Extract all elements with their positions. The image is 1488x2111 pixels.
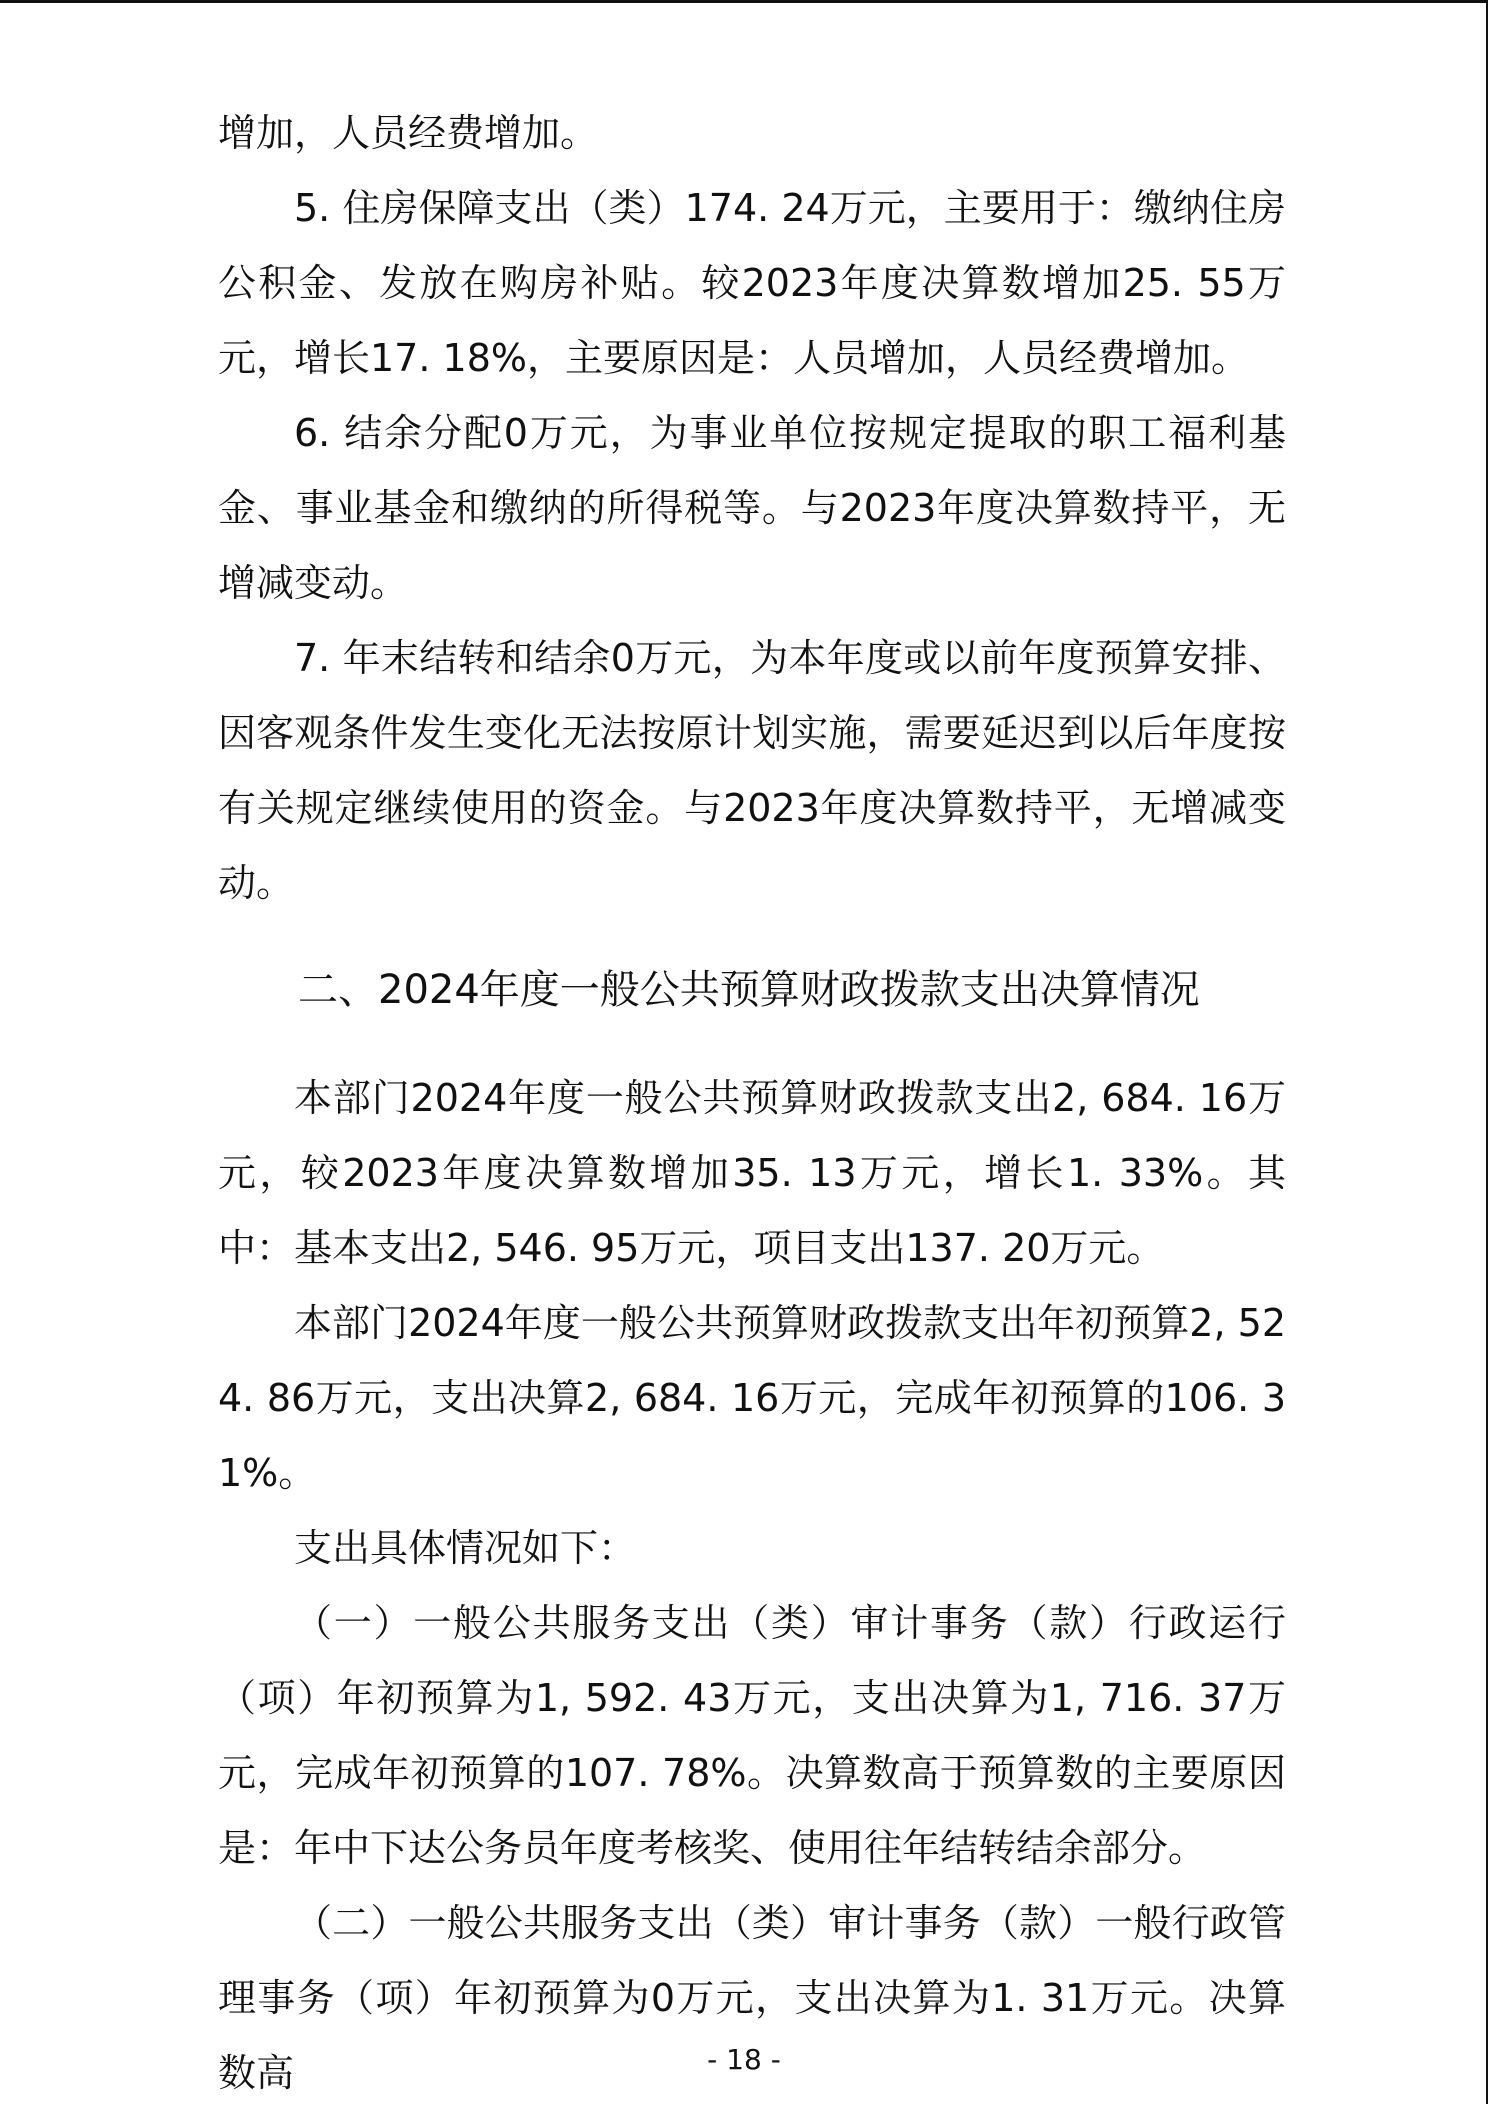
paragraph-continuation: 增加，人员经费增加。: [218, 111, 599, 155]
paragraph-year-end-carryover: 7. 年末结转和结余0万元，为本年度或以前年度预算安排、因客观条件发生变化无法按原计划实施，需要延迟到以后年度按有关规定继续使用的资金。与2023年度决算数持平，无增减变动。: [218, 636, 1286, 905]
paragraph-general-budget-total: 本部门2024年度一般公共预算财政拨款支出2, 684. 16万元，较2023年度决算数增加35. 13万元，增长1. 33%。其中：基本支出2, 546. 95万元，项目支出137. 20万元。: [218, 1076, 1286, 1270]
paragraph-item-1-administrative-operation: （一）一般公共服务支出（类）审计事务（款）行政运行（项）年初预算为1, 592. 43万元，支出决算为1, 716. 37万元，完成年初预算的107. 78%。决算数高于预算数的主要原因是：年中下达公务员年度考核奖、使用往年结转结余部分。: [218, 1601, 1286, 1870]
section-heading: 二、2024年度一般公共预算财政拨款支出决算情况: [298, 967, 1200, 1013]
document-page: [218, 96, 1286, 2111]
paragraph-housing-expenditure: 5. 住房保障支出（类）174. 24万元，主要用于：缴纳住房公积金、发放在购房补贴。较2023年度决算数增加25. 55万元，增长17. 18%，主要原因是：人员增加，人员经费增加。: [218, 186, 1286, 380]
paragraph-details-intro: 支出具体情况如下：: [294, 1526, 637, 1570]
paragraph-surplus-distribution: 6. 结余分配0万元，为事业单位按规定提取的职工福利基金、事业基金和缴纳的所得税等。与2023年度决算数持平，无增减变动。: [218, 411, 1286, 605]
paragraph-budget-completion: 本部门2024年度一般公共预算财政拨款支出年初预算2, 524. 86万元，支出决算2, 684. 16万元，完成年初预算的106. 31%。: [218, 1301, 1286, 1495]
top-border-line: [0, 0, 1488, 3]
paragraph-item-2-general-administration: （二）一般公共服务支出（类）审计事务（款）一般行政管理事务（项）年初预算为0万元，支出决算为1. 31万元。决算数高: [218, 1901, 1286, 2095]
page-number: - 18 -: [707, 2043, 781, 2076]
